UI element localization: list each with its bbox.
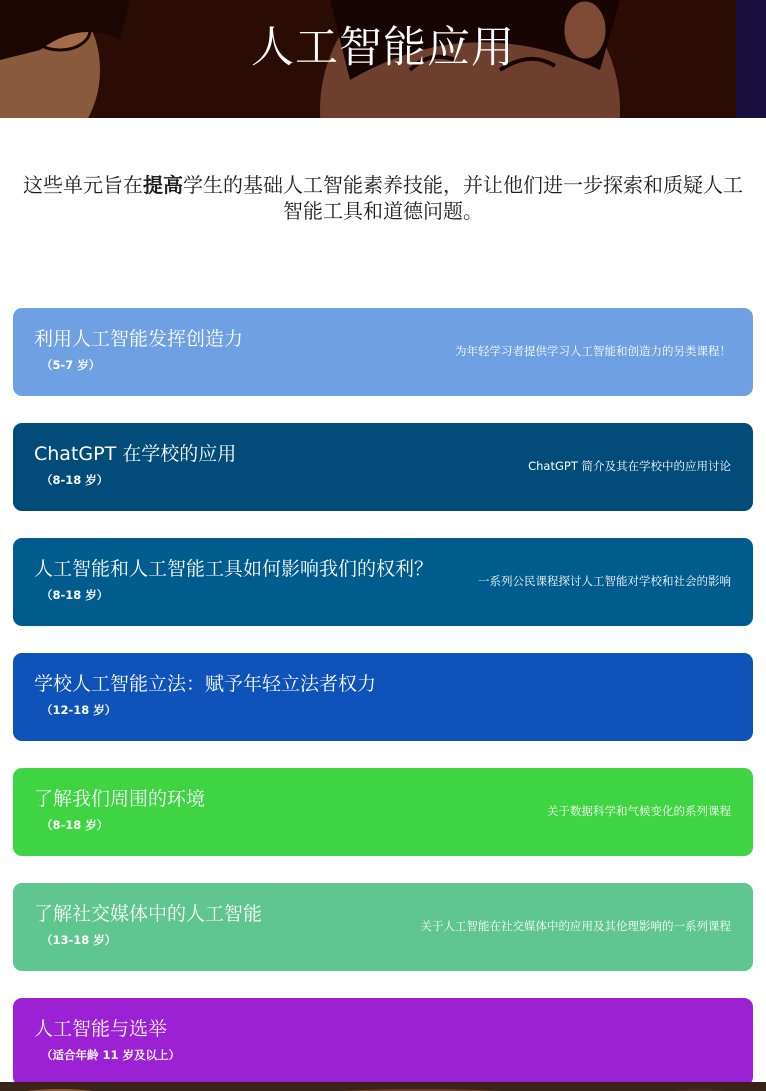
page-title: 人工智能应用 [251,23,515,73]
course-description: 为年轻学习者提供学习人工智能和创造力的另类课程！ [455,344,731,358]
course-card-legislation[interactable] [13,653,753,741]
course-title: 了解社交媒体中的人工智能 [34,903,263,925]
course-title: 利用人工智能发挥创造力 [34,328,244,350]
course-card-elections[interactable] [13,998,753,1086]
course-card-social-media[interactable] [13,883,753,971]
course-title: 人工智能和人工智能工具如何影响我们的权利？ [34,558,434,580]
course-age: （8-18 岁） [41,588,109,602]
course-title: 人工智能与选举 [34,1018,168,1040]
course-age: （12-18 岁） [41,703,117,717]
course-card-rights[interactable] [13,538,753,626]
intro-text-start: 这些单元旨在 [23,173,143,197]
course-age: （适合年龄 11 岁及以上） [41,1048,181,1062]
course-description: 关于数据科学和气候变化的系列课程 [547,804,731,818]
course-description: 一系列公民课程探讨人工智能对学校和社会的影响 [478,574,731,588]
course-description: ChatGPT 简介及其在学校中的应用讨论 [528,459,731,473]
course-age: （8-18 岁） [41,818,109,832]
course-age: （5-7 岁） [41,358,101,372]
course-description: 关于人工智能在社交媒体中的应用及其伦理影响的一系列课程 [420,919,731,933]
course-title: 学校人工智能立法：赋予年轻立法者权力 [34,673,377,695]
course-title: 了解我们周围的环境 [34,788,206,810]
course-age: （8-18 岁） [41,473,109,487]
course-title: ChatGPT 在学校的应用 [34,443,237,465]
intro-text-end: 学生的基础人工智能素养技能，并让他们进一步探索和质疑人工智能工具和道德问题。 [183,173,743,223]
intro-text [14,172,752,224]
course-card-chatgpt[interactable] [13,423,753,511]
hero-banner [0,0,766,118]
course-card-environment[interactable] [13,768,753,856]
course-card-creativity[interactable] [13,308,753,396]
footer-illustration [0,1082,766,1091]
intro-text-bold: 提高 [143,173,183,197]
course-age: （13-18 岁） [41,933,117,947]
